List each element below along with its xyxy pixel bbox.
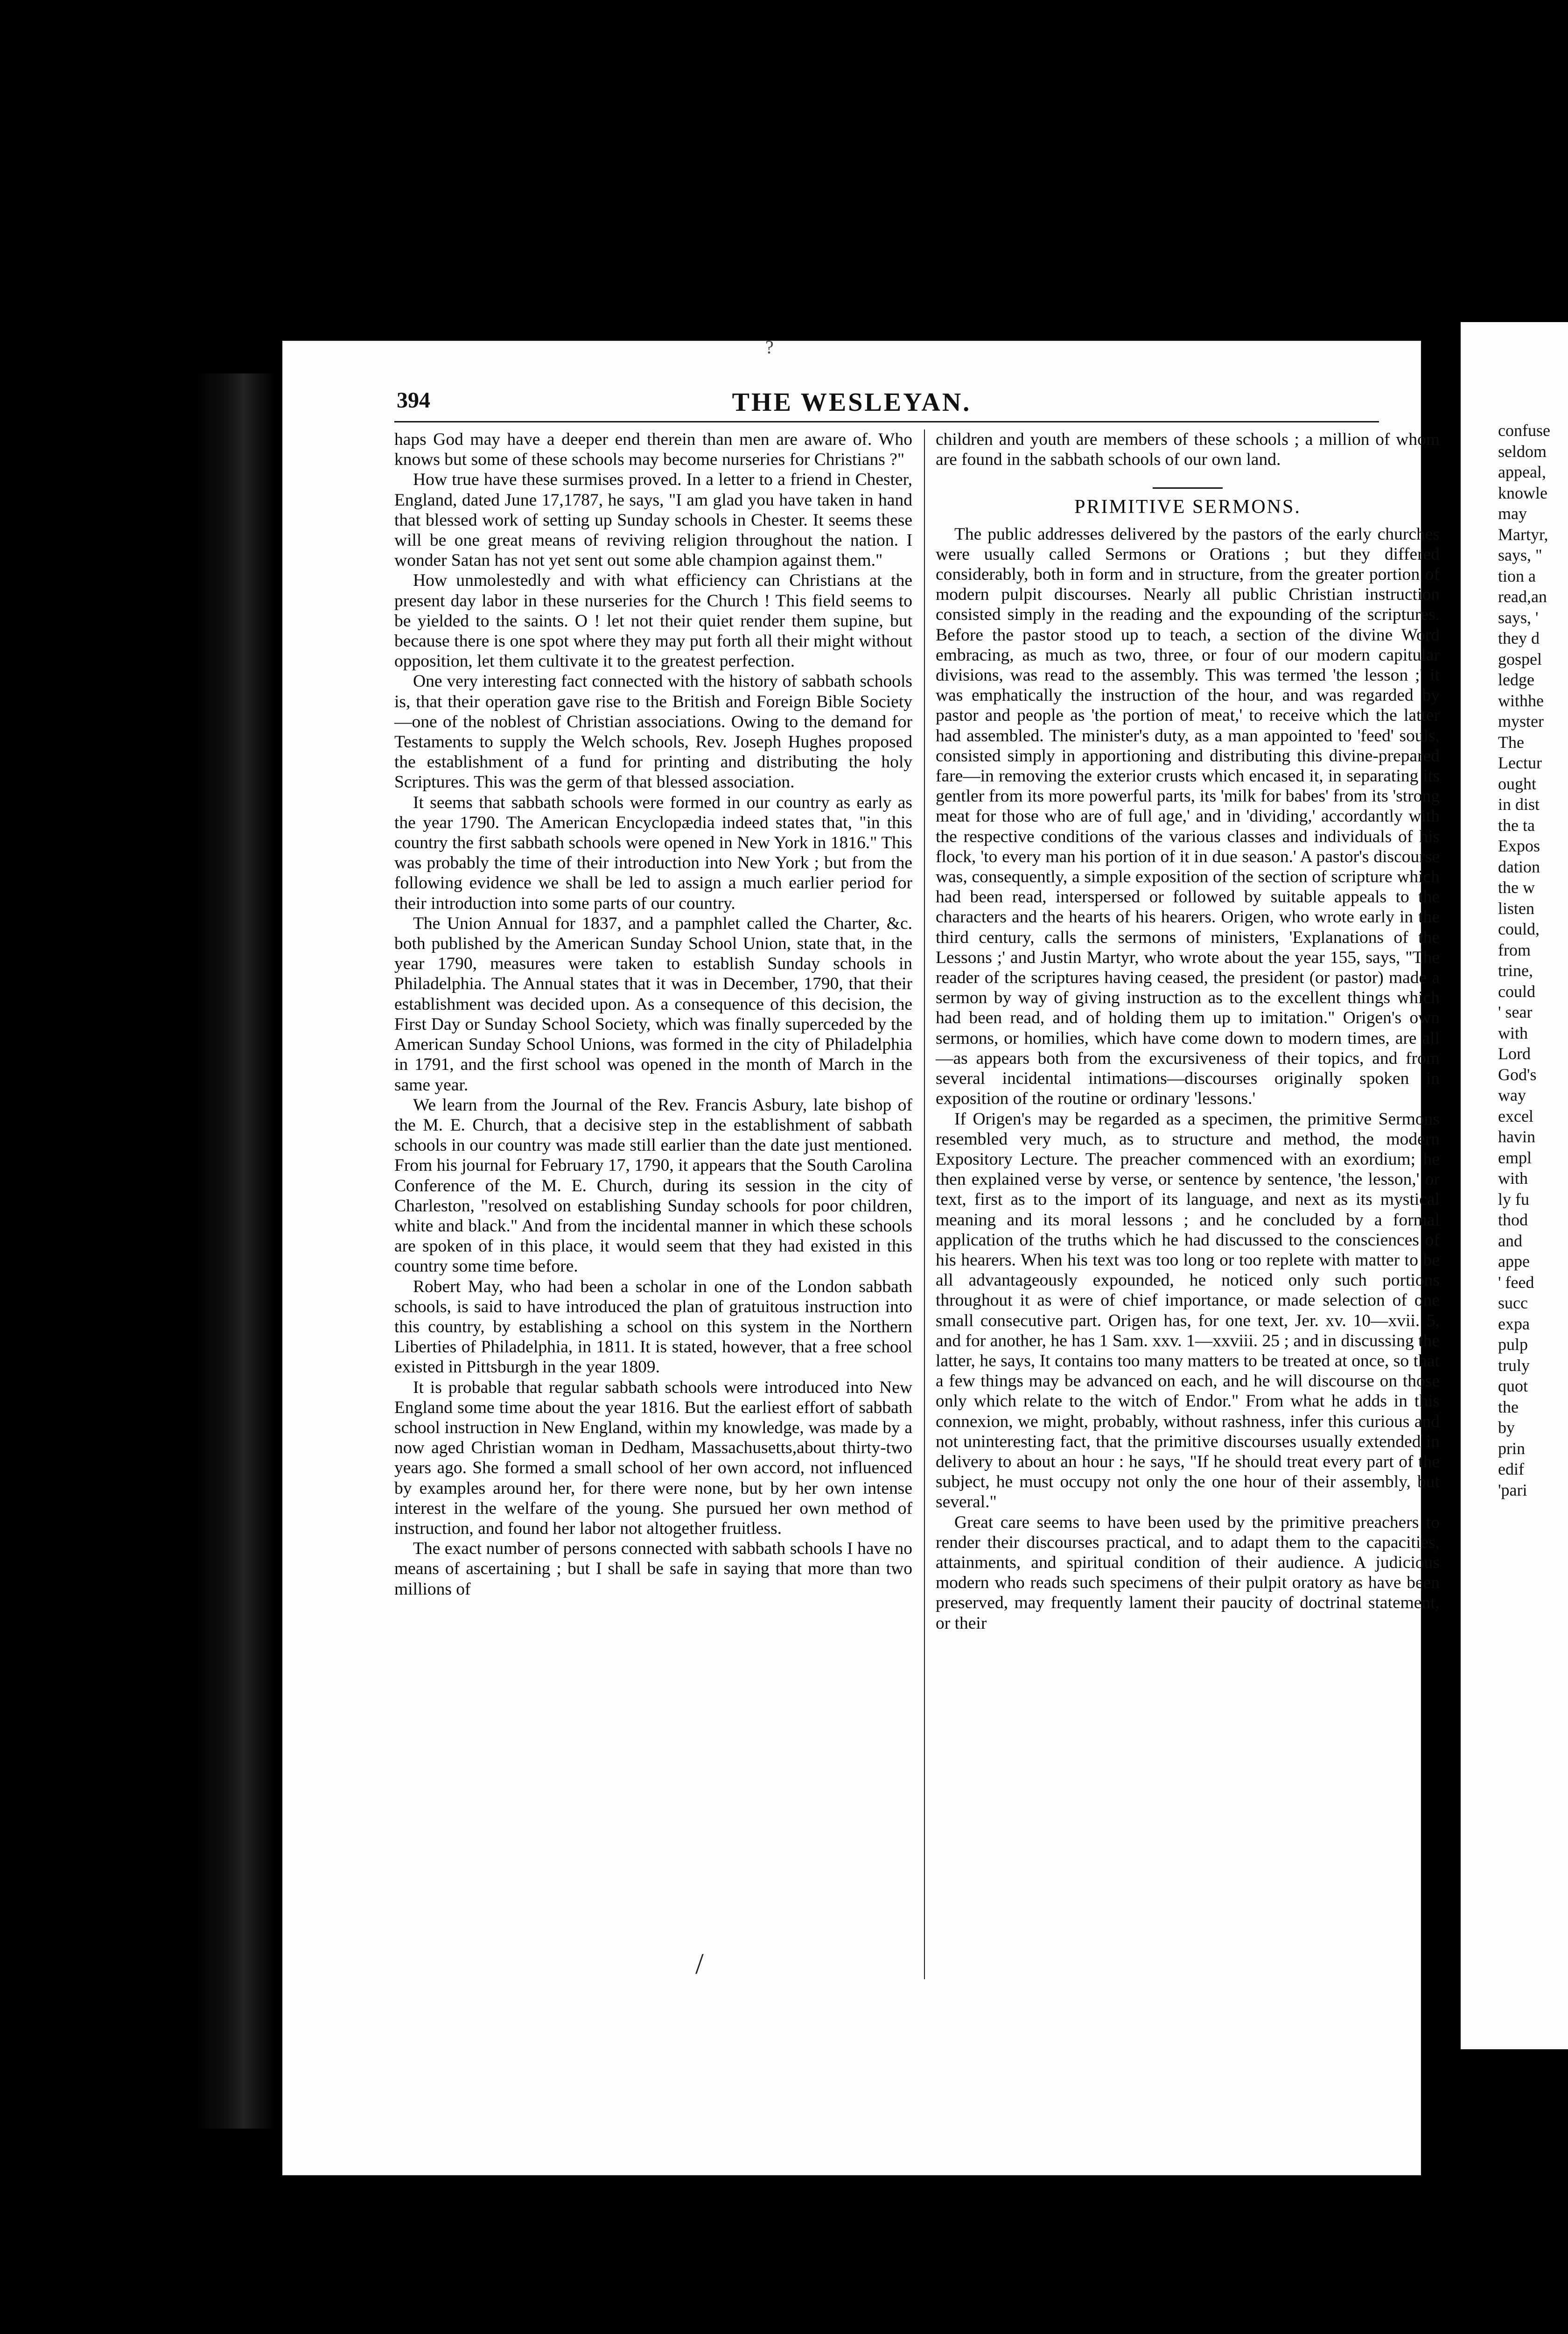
facing-page-line: ly fu [1498,1189,1529,1209]
facing-page-line: ' sear [1498,1003,1533,1021]
facing-page-line: the [1498,1397,1519,1416]
facing-page-line: Expos [1498,837,1540,855]
paragraph: The public addresses delivered by the pastors of the early churches were usually called Sermons or Orations ; but they differed considerably, both in form and in structure, from the greater portion of modern pulpit discourses. Nearly all public Christian instruction consisted simply in the reading and the expounding of the scriptures. Before the pastor stood up to teach, a section of the divine Word embracing, as much as two, three, or four of our modern capitular divisions, was read to the assembly. This was termed 'the lesson ;' it was emphatically the instruction of the hour, and was regarded by pastor and people as 'the portion of meat,' to receive which the latter had assembled. The minister's duty, as a man appointed to 'feed' souls, consisted simply in apportioning and distributing this divine-prepared fare—in removing the exterior crusts which encased it, in separating its gentler from its more powerful parts, its 'milk for babes' from its 'strong meat for those who are of full age,' and in 'dividing,' accordantly with the respective conditions of the various classes and individuals of his flock, 'to every man his portion of it in due season.' A pastor's discourse was, consequently, a simple exposition of the section of scripture which had been read, interspersed or followed by suitable appeals to the characters and the hearts of his hearers. Origen, who wrote early in the third century, calls the sermons of ministers, 'Explanations of the Lessons ;' and Justin Martyr, who wrote about the year 155, says, "The reader of the scriptures having ceased, the president (or pastor) made a sermon by way of giving instruction as to the excellent things which had been read, and of holding them up to imitation." Origen's own sermons, or homilies, which have come down to modern times, are all—as appears both from the excursiveness of their topics, and from several incidental intimations—discourses originally spoken in exposition of the routine or ordinary 'lessons.' [936,524,1440,1109]
facing-page-line: withhe [1498,691,1544,710]
paragraph: The exact number of persons connected with sabbath schools I have no means of ascertaining ; but I shall be safe in saying that more than two millions of [394,1539,912,1599]
facing-page-line: excel [1498,1106,1533,1125]
paragraph: We learn from the Journal of the Rev. Francis Asbury, late bishop of the M. E. Church, that a decisive step in the establishment of sabbath schools in our country was made still earlier than the date just mentioned. From his journal for February 17, 1790, it appears that the South Carolina Conference of the M. E. Church, during its session in the city of Charleston, "resolved on establishing Sunday schools for poor children, white and black." And from the incidental manner in which these schools are spoken of in this place, it would seem that they had existed in this country some time before. [394,1095,912,1276]
paragraph: How true have these surmises proved. In a letter to a friend in Chester, England, dated June 17,1787, he says, "I am glad you have taken in hand that blessed work of setting up Sunday schools in Chester. It seems these will be one great means of reviving religion throughout the nation. I wonder Satan has not yet sent out some able champion against them." [394,470,912,570]
facing-page-line: edif [1498,1460,1524,1478]
facing-page-line: says, ' [1498,608,1539,627]
facing-page-fragment [1461,322,1568,2049]
facing-page-line: ledge [1498,670,1534,689]
facing-page-line: the ta [1498,815,1535,835]
facing-page-line: havin [1498,1127,1535,1146]
facing-page-line: empl [1498,1148,1532,1167]
facing-page-line: myster [1498,712,1544,731]
facing-page-line: ' feed [1498,1272,1534,1292]
facing-page-line: they d [1498,629,1540,647]
facing-page-line: confuse [1498,421,1550,440]
right-column [936,429,1440,1633]
facing-page-line: dation [1498,857,1540,876]
paragraph: The Union Annual for 1837, and a pamphlet called the Charter, &c. both published by the American Sunday School Union, state that, in the year 1790, measures were taken to establish Sunday schools in Philadelphia. The Annual states that it was in December, 1790, that their establishment was decided upon. As a consequence of this decision, the First Day or Sunday School Society, which was finally superceded by the American Sunday School Unions, was formed in the city of Philadelphia in 1791, and the first school was opened in the month of March in the same year. [394,914,912,1095]
paragraph: Robert May, who had been a scholar in one of the London sabbath schools, is said to have introduced the plan of gratuitous instruction into this country, by establishing a school on this system in the Northern Liberties of Philadelphia, in 1811. It is stated, however, that a free school existed in Pittsburgh in the year 1809. [394,1277,912,1377]
pencil-mark: ? [765,337,774,358]
section-rule [1153,487,1223,489]
book-page [282,337,1440,2175]
facing-page-line: thod [1498,1210,1528,1229]
paragraph: It seems that sabbath schools were formed in our country as early as the year 1790. The American Encyclopædia indeed states that, "in this country the first sabbath schools were opened in New York in 1816." This was probably the time of their introduction into New York ; but from the following evidence we shall be led to assign a much earlier period for their introduction into some parts of our country. [394,793,912,913]
facing-page-line: expa [1498,1314,1530,1333]
facing-page-line: the w [1498,878,1535,897]
facing-page-line: and [1498,1231,1522,1250]
facing-page-line: Lord [1498,1044,1531,1063]
paragraph: One very interesting fact connected with the history of sabbath schools is, that their operation gave rise to the British and Foreign Bible Society—one of the noblest of Christian associations. Owing to the demand for Testaments to supply the Welch schools, Rev. Joseph Hughes proposed the establishment of a fund for printing and distributing the holy Scriptures. This was the germ of that blessed association. [394,672,912,792]
facing-page-line: may [1498,504,1527,523]
facing-page-line: God's [1498,1065,1537,1084]
book-page-edges [196,373,275,2129]
paragraph: How unmolestedly and with what efficiency can Christians at the present day labor in these nurseries for the Church ! This field seems to be yielded to the saints. O ! let not their quiet render them supine, but because there is one spot where they may put forth all their might without opposition, let them cultivate it to the greatest perfection. [394,571,912,671]
facing-page-line: listen [1498,899,1534,918]
facing-page-line: with [1498,1023,1528,1042]
facing-page-line: says, " [1498,546,1542,564]
facing-page-line: Martyr, [1498,525,1548,544]
column-divider [924,429,925,1979]
facing-page-line: in dist [1498,795,1540,814]
header-rule [394,421,1379,422]
section-title: PRIMITIVE SERMONS. [1074,496,1301,518]
facing-page-line: way [1498,1086,1526,1104]
facing-page-line: pulp [1498,1335,1528,1354]
running-head: THE WESLEYAN. [732,388,972,417]
facing-page-line: The [1498,732,1524,752]
facing-page-line: could [1498,982,1535,1001]
facing-page-line: gospel [1498,649,1542,668]
facing-page-line: quot [1498,1377,1528,1395]
facing-page-line: seldom [1498,442,1547,461]
facing-page-line: could, [1498,920,1540,938]
facing-page-line: appeal, [1498,463,1546,481]
facing-page-line: prin [1498,1439,1525,1458]
facing-page-line: by [1498,1418,1515,1437]
paragraph: haps God may have a deeper end therein than men are aware of. Who knows but some of these schools may become nurseries for Christians ?" [394,430,912,470]
paragraph: It is probable that regular sabbath schools were introduced into New England some time about the year 1816. But the earliest effort of sabbath school instruction in New England, within my knowledge, was made by a now aged Christian woman in Dedham, Massachusetts,about thirty-two years ago. She formed a small school of her own accord, not influenced by examples around her, for there were none, but by her own intense interest in the welfare of the young. She pursued her own method of instruction, and found her labor not altogether fruitless. [394,1378,912,1538]
page-mark: / [695,1947,704,1980]
paragraph: If Origen's may be regarded as a specimen, the primitive Sermons resembled very much, as to structure and method, the modern Expository Lecture. The preacher commenced with an exordium; he then explained verse by verse, or sentence by sentence, 'the lesson,' or text, first as to the import of its language, and next as its mystical meaning and its moral lessons ; and he concluded by a formal application of the truths which he had discussed to the consciences of his hearers. When his text was too long or too replete with matter to be all advantageously expounded, he noticed only such portions throughout it as were of chief importance, or made selection of one small consecutive part. Origen has, for one text, Jer. xv. 10—xvii. 5, and for another, he has 1 Sam. xxv. 1—xxviii. 25 ; and in discussing the latter, he says, It contains too many matters to be treated at once, so that a few things may be advanced on each, and he will discourse on those only which relate to the witch of Endor." From what he adds in this connexion, we might, probably, without rashness, infer this curious and not uninteresting fact, that the primitive discourses usually extended in delivery to about an hour : he says, "If he should treat every part of the subject, he must occupy not only the one hour of their assembly, but several." [936,1109,1440,1512]
facing-page-line: trine, [1498,961,1533,980]
paragraph: Great care seems to have been used by the primitive preachers to render their discourses practical, and to adapt them to the capacities, attainments, and spiritual condition of their audience. A judicious modern who reads such specimens of their pulpit oratory as have been preserved, may frequently lament their paucity of doctrinal statement, or their [936,1512,1440,1633]
facing-page-lines [1498,420,1550,1500]
page-number: 394 [397,388,430,413]
facing-page-line: with [1498,1169,1528,1188]
page-header [282,387,1421,420]
facing-page-line: tion a [1498,566,1536,585]
facing-page-line: truly [1498,1356,1530,1375]
facing-page-line: appe [1498,1252,1530,1271]
facing-page-line: Lectur [1498,753,1542,772]
facing-page-line: succ [1498,1294,1528,1312]
facing-page-line: from [1498,940,1531,959]
facing-page-line: read,an [1498,587,1547,606]
left-column [394,429,912,1599]
facing-page-line: 'pari [1498,1480,1527,1499]
facing-page-line: ought [1498,774,1537,793]
paragraph: children and youth are members of these schools ; a million of whom are found in the sabbath schools of our own land. [936,430,1440,470]
facing-page-line: knowle [1498,483,1547,502]
